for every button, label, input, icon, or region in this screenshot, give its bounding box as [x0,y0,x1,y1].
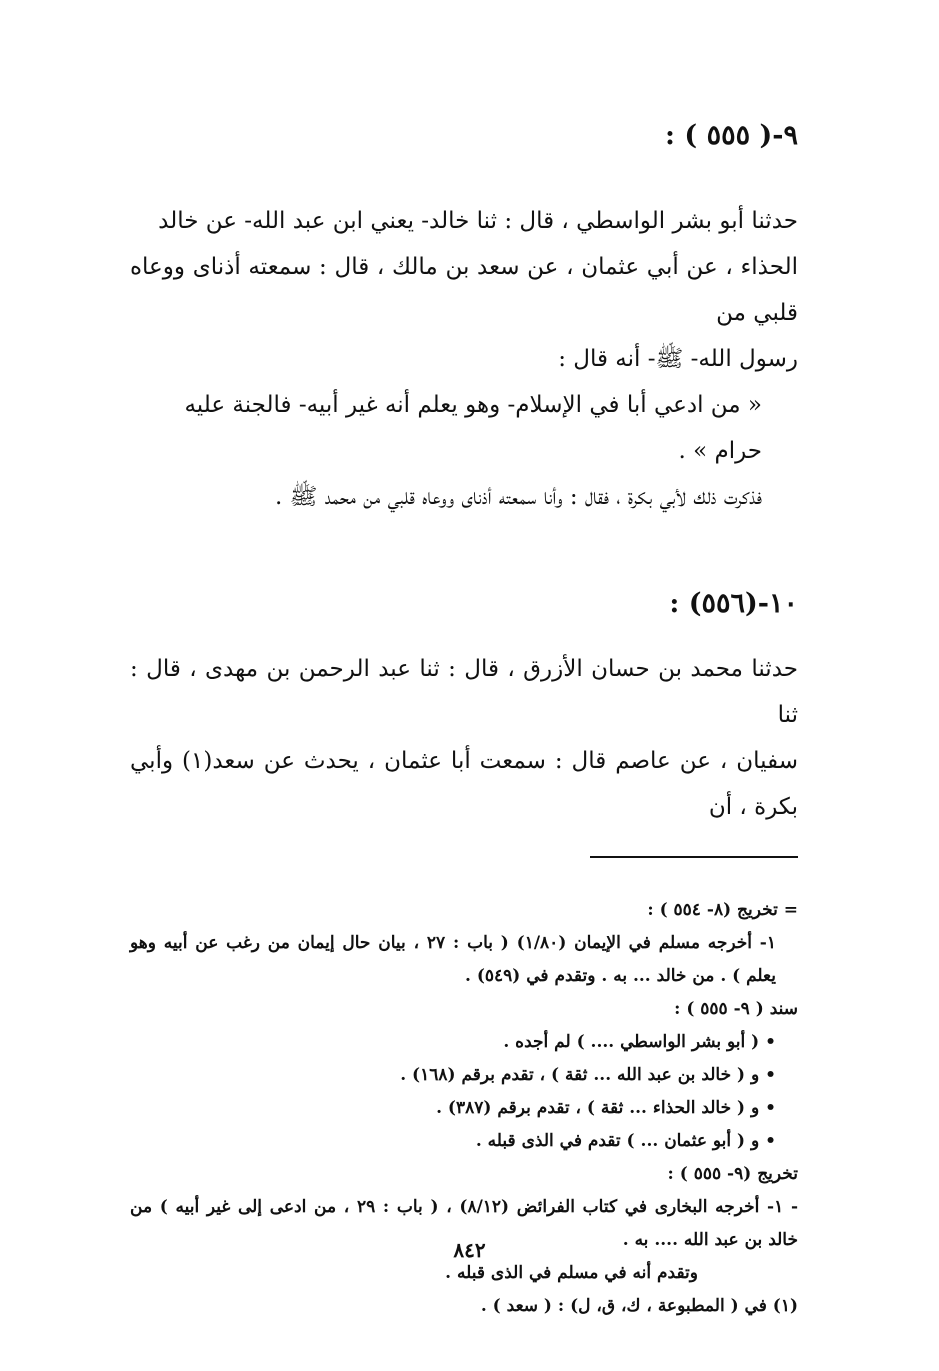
sanad-9-heading: سند ( ٩- ٥٥٥ ) : [674,999,798,1019]
page-content [130,110,798,1323]
sanad-9-item: • و ( أبو عثمان ... ) تقدم في الذى قبله . [475,1131,776,1151]
hadith-9-line: حدثنا أبو بشر الواسطي ، قال : ثنا خالد- يعني ابن عبد الله- عن خالد [158,208,798,234]
hadith-9-text [130,198,798,520]
hadith-10-line: سفيان ، عن عاصم قال : سمعت أبا عثمان ، يحدث عن سعد(١) وأبي بكرة ، أن [130,748,798,820]
footnote-1: (١) في ( المطبوعة ، ك، ق، ل) : ( سعد ) . [480,1296,798,1316]
hadith-9-line: الحذاء ، عن أبي عثمان ، عن سعد بن مالك ، قال : سمعته أذناى ووعاه قلبي من [130,254,798,326]
takhrij-9-heading: تخريج (٩- ٥٥٥ ) : [667,1164,798,1184]
hadith-9-heading: ٩-( ٥٥٥ ) : [665,120,798,151]
takhrij-8-body: ١- أخرجه مسلم في الإيمان (١/٨٠) ( باب : ٢٧ ، بيان حال إيمان من رغب عن أبيه وهو يعلم ) . من خالد ... به . وتقدم في (٥٤٩) . [130,933,777,986]
takhrij-9-follow: وتقدم أنه في مسلم في الذى قبله . [445,1263,698,1283]
page-number: ٨٤٢ [453,1238,486,1262]
sanad-9-item: • و ( خالد الحذاء ... ثقة ) ، تقدم برقم (٣٨٧) . [436,1098,776,1118]
hadith-9-line: رسول الله- ﷺ- أنه قال : [558,346,798,372]
hadith-9-quote: « من ادعي أبا في الإسلام- وهو يعلم أنه غير أبيه- فالجنة عليه حرام » . [184,392,762,464]
hadith-10-text [130,646,798,830]
hadith-10-heading: ١٠-(٥٥٦) : [669,588,798,619]
takhrij-8-heading: = تخريج (٨- ٥٥٤ ) : [647,900,798,920]
sanad-9-item: • و ( خالد بن عبد الله ... ثقة ) ، تقدم برقم (١٦٨) . [400,1065,776,1085]
takhrij-9-body: - ١- أخرجه البخارى في كتاب الفرائض (٨/١٢) ، ( باب : ٢٩ ، من ادعى إلى غير أبيه ) من خالد بن عبد الله .... به . [130,1197,798,1250]
sanad-9-item: • ( أبو بشر الواسطي .... ) لم أجده . [503,1032,776,1052]
hadith-10-line: حدثنا محمد بن حسان الأزرق ، قال : ثنا عبد الرحمن بن مهدى ، قال : ثنا [130,656,798,728]
hadith-9-ending: فذكرت ذلك لأبي بكرة ، فقال : وأنا سمعته أذناى ووعاه قلبي من محمد ﷺ . [275,484,762,510]
footnote-divider [590,856,798,858]
